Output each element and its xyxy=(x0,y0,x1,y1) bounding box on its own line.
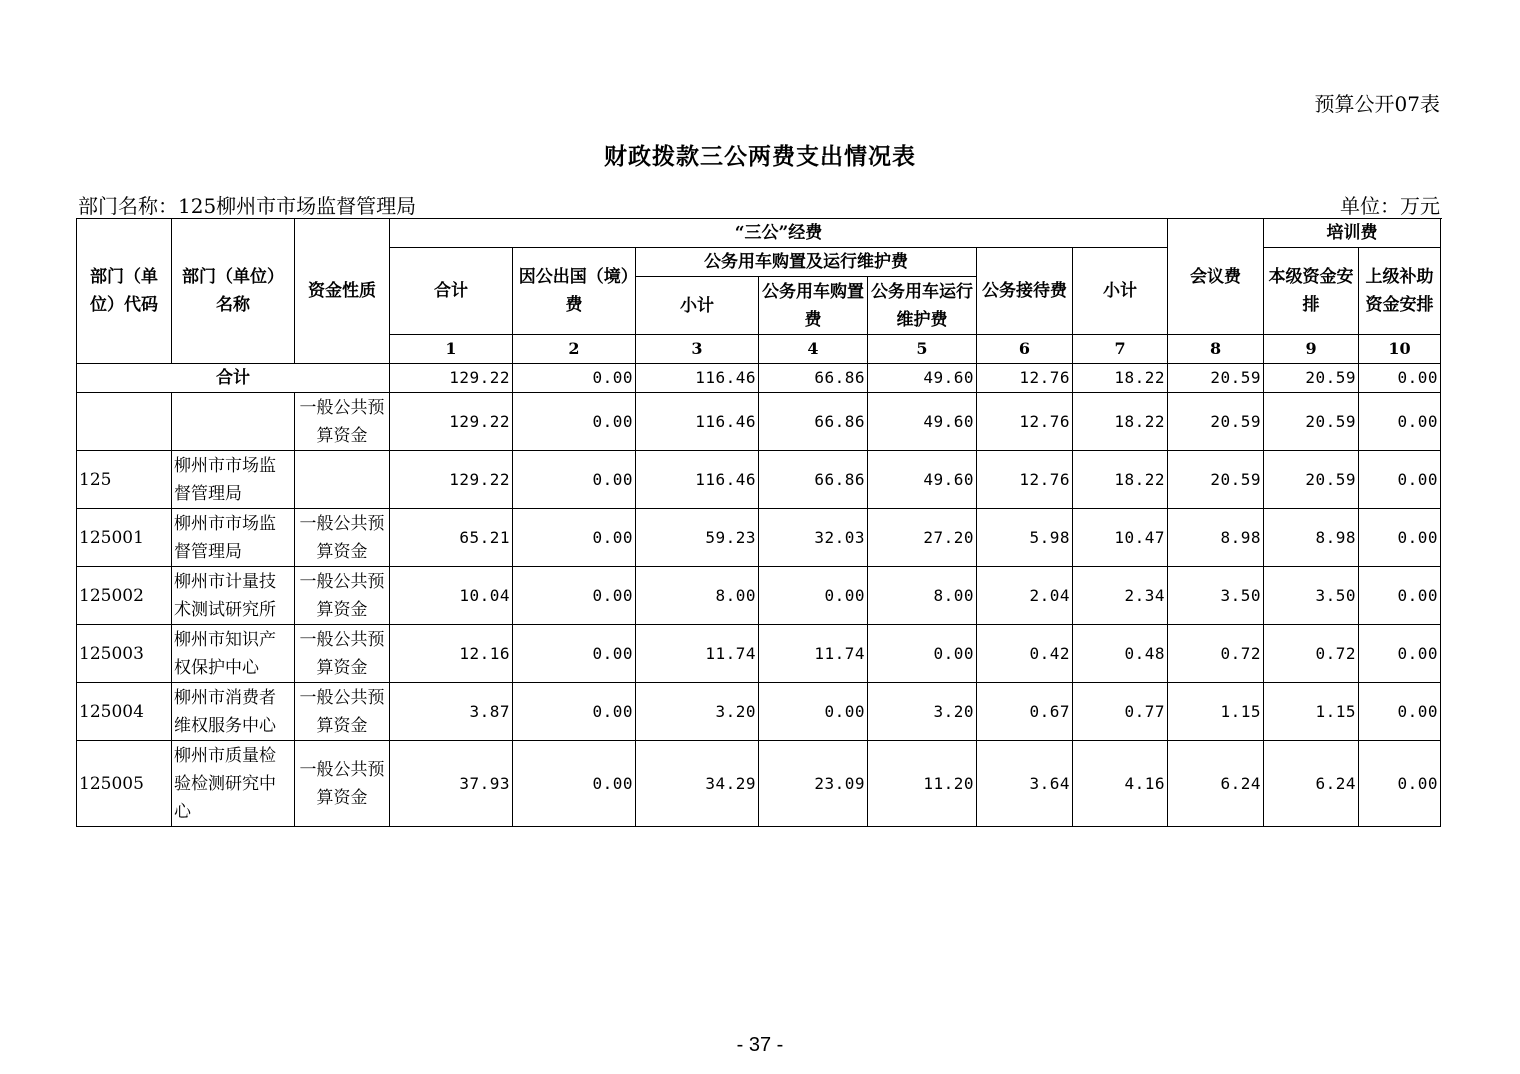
budget-table xyxy=(76,218,1441,827)
col-number: 4 xyxy=(759,335,868,364)
row-value: 6.24 xyxy=(1264,741,1359,827)
header-vehicle-maintenance: 公务用车运行维护费 xyxy=(868,277,977,335)
table-row xyxy=(77,393,1441,451)
col-number: 10 xyxy=(1359,335,1441,364)
row-value: 0.00 xyxy=(759,683,868,741)
row-value: 0.72 xyxy=(1168,625,1264,683)
row-value: 2.34 xyxy=(1073,567,1168,625)
header-name: 部门（单位）名称 xyxy=(172,219,295,364)
row-name: 柳州市市场监督管理局 xyxy=(172,509,295,567)
row-value: 6.24 xyxy=(1168,741,1264,827)
row-value: 0.48 xyxy=(1073,625,1168,683)
row-value: 1.15 xyxy=(1168,683,1264,741)
row-value: 27.20 xyxy=(868,509,977,567)
row-code: 125005 xyxy=(77,741,172,827)
header-vehicle-subtotal: 小计 xyxy=(636,277,759,335)
row-value: 3.50 xyxy=(1168,567,1264,625)
row-value: 0.42 xyxy=(977,625,1073,683)
row-value: 0.00 xyxy=(513,451,636,509)
total-cell: 0.00 xyxy=(1359,364,1441,393)
header-code: 部门（单位）代码 xyxy=(77,219,172,364)
total-cell: 20.59 xyxy=(1168,364,1264,393)
col-number: 5 xyxy=(868,335,977,364)
row-value: 0.00 xyxy=(1359,625,1441,683)
row-value: 0.77 xyxy=(1073,683,1168,741)
row-value: 3.20 xyxy=(636,683,759,741)
row-fund-nature: 一般公共预算资金 xyxy=(295,625,390,683)
col-number: 7 xyxy=(1073,335,1168,364)
header-total: 合计 xyxy=(390,248,513,335)
table-row xyxy=(77,683,1441,741)
row-value: 3.87 xyxy=(390,683,513,741)
col-number: 3 xyxy=(636,335,759,364)
header-abroad: 因公出国（境）费 xyxy=(513,248,636,335)
row-value: 1.15 xyxy=(1264,683,1359,741)
row-value: 0.72 xyxy=(1264,625,1359,683)
row-value: 8.98 xyxy=(1168,509,1264,567)
row-value: 20.59 xyxy=(1168,393,1264,451)
row-value: 65.21 xyxy=(390,509,513,567)
header-training-upper: 上级补助资金安排 xyxy=(1359,248,1441,335)
row-value: 8.00 xyxy=(868,567,977,625)
table-row xyxy=(77,451,1441,509)
header-meeting: 会议费 xyxy=(1168,219,1264,335)
row-code: 125 xyxy=(77,451,172,509)
row-value: 0.00 xyxy=(1359,451,1441,509)
row-value: 0.00 xyxy=(759,567,868,625)
header-nature: 资金性质 xyxy=(295,219,390,364)
row-value: 11.74 xyxy=(636,625,759,683)
row-fund-nature: 一般公共预算资金 xyxy=(295,567,390,625)
row-fund-nature xyxy=(295,451,390,509)
row-value: 0.00 xyxy=(1359,683,1441,741)
col-number: 8 xyxy=(1168,335,1264,364)
total-row xyxy=(77,364,1441,393)
row-value: 116.46 xyxy=(636,451,759,509)
row-value: 18.22 xyxy=(1073,451,1168,509)
row-value: 12.16 xyxy=(390,625,513,683)
row-value: 0.00 xyxy=(1359,509,1441,567)
row-value: 66.86 xyxy=(759,451,868,509)
row-code: 125002 xyxy=(77,567,172,625)
row-value: 11.74 xyxy=(759,625,868,683)
row-value: 37.93 xyxy=(390,741,513,827)
row-value: 0.00 xyxy=(1359,393,1441,451)
row-value: 3.64 xyxy=(977,741,1073,827)
row-value: 10.04 xyxy=(390,567,513,625)
row-name: 柳州市知识产权保护中心 xyxy=(172,625,295,683)
row-fund-nature: 一般公共预算资金 xyxy=(295,741,390,827)
row-value: 129.22 xyxy=(390,393,513,451)
row-value: 3.20 xyxy=(868,683,977,741)
row-value: 59.23 xyxy=(636,509,759,567)
row-value: 32.03 xyxy=(759,509,868,567)
row-value: 0.00 xyxy=(513,393,636,451)
row-fund-nature: 一般公共预算资金 xyxy=(295,683,390,741)
row-code xyxy=(77,393,172,451)
row-value: 49.60 xyxy=(868,393,977,451)
table-row xyxy=(77,625,1441,683)
row-value: 20.59 xyxy=(1264,393,1359,451)
total-cell: 129.22 xyxy=(390,364,513,393)
col-number: 2 xyxy=(513,335,636,364)
row-name: 柳州市质量检验检测研究中心 xyxy=(172,741,295,827)
total-cell: 66.86 xyxy=(759,364,868,393)
row-value: 0.00 xyxy=(513,683,636,741)
department-label: 部门名称：125柳州市市场监督管理局 xyxy=(78,194,417,218)
header-training-subtotal: 小计 xyxy=(1073,248,1168,335)
row-value: 20.59 xyxy=(1264,451,1359,509)
row-value: 23.09 xyxy=(759,741,868,827)
table-row xyxy=(77,741,1441,827)
row-value: 4.16 xyxy=(1073,741,1168,827)
row-code: 125004 xyxy=(77,683,172,741)
header-reception: 公务接待费 xyxy=(977,248,1073,335)
header-vehicle: 公务用车购置及运行维护费 xyxy=(636,248,977,277)
row-value: 10.47 xyxy=(1073,509,1168,567)
header-training-local: 本级资金安排 xyxy=(1264,248,1359,335)
form-number: 预算公开07表 xyxy=(1314,92,1440,116)
row-value: 12.76 xyxy=(977,393,1073,451)
row-value: 129.22 xyxy=(390,451,513,509)
header-training: 培训费 xyxy=(1264,219,1441,248)
row-value: 0.00 xyxy=(513,509,636,567)
col-number: 9 xyxy=(1264,335,1359,364)
page-title: 财政拨款三公两费支出情况表 xyxy=(604,143,916,170)
total-cell: 12.76 xyxy=(977,364,1073,393)
row-value: 66.86 xyxy=(759,393,868,451)
table-row xyxy=(77,567,1441,625)
total-cell: 0.00 xyxy=(513,364,636,393)
row-value: 49.60 xyxy=(868,451,977,509)
row-name: 柳州市市场监督管理局 xyxy=(172,451,295,509)
total-cell: 49.60 xyxy=(868,364,977,393)
header-sangong: “三公”经费 xyxy=(390,219,1168,248)
row-value: 3.50 xyxy=(1264,567,1359,625)
row-value: 0.00 xyxy=(1359,567,1441,625)
row-value: 0.00 xyxy=(513,625,636,683)
col-number: 6 xyxy=(977,335,1073,364)
row-code: 125001 xyxy=(77,509,172,567)
row-name: 柳州市计量技术测试研究所 xyxy=(172,567,295,625)
row-value: 2.04 xyxy=(977,567,1073,625)
row-value: 18.22 xyxy=(1073,393,1168,451)
row-name: 柳州市消费者维权服务中心 xyxy=(172,683,295,741)
header-vehicle-purchase: 公务用车购置费 xyxy=(759,277,868,335)
row-name xyxy=(172,393,295,451)
row-value: 0.00 xyxy=(513,567,636,625)
page-number: - 37 - xyxy=(736,1034,784,1056)
total-cell: 116.46 xyxy=(636,364,759,393)
row-value: 0.00 xyxy=(868,625,977,683)
row-value: 8.98 xyxy=(1264,509,1359,567)
row-fund-nature: 一般公共预算资金 xyxy=(295,509,390,567)
total-label: 合计 xyxy=(77,364,390,393)
col-number: 1 xyxy=(390,335,513,364)
row-value: 0.00 xyxy=(513,741,636,827)
row-value: 0.67 xyxy=(977,683,1073,741)
table-row xyxy=(77,509,1441,567)
row-value: 12.76 xyxy=(977,451,1073,509)
row-value: 20.59 xyxy=(1168,451,1264,509)
row-value: 116.46 xyxy=(636,393,759,451)
row-value: 8.00 xyxy=(636,567,759,625)
row-value: 5.98 xyxy=(977,509,1073,567)
row-value: 34.29 xyxy=(636,741,759,827)
total-cell: 20.59 xyxy=(1264,364,1359,393)
row-fund-nature: 一般公共预算资金 xyxy=(295,393,390,451)
total-cell: 18.22 xyxy=(1073,364,1168,393)
row-code: 125003 xyxy=(77,625,172,683)
row-value: 0.00 xyxy=(1359,741,1441,827)
unit-label: 单位：万元 xyxy=(1340,194,1440,218)
row-value: 11.20 xyxy=(868,741,977,827)
